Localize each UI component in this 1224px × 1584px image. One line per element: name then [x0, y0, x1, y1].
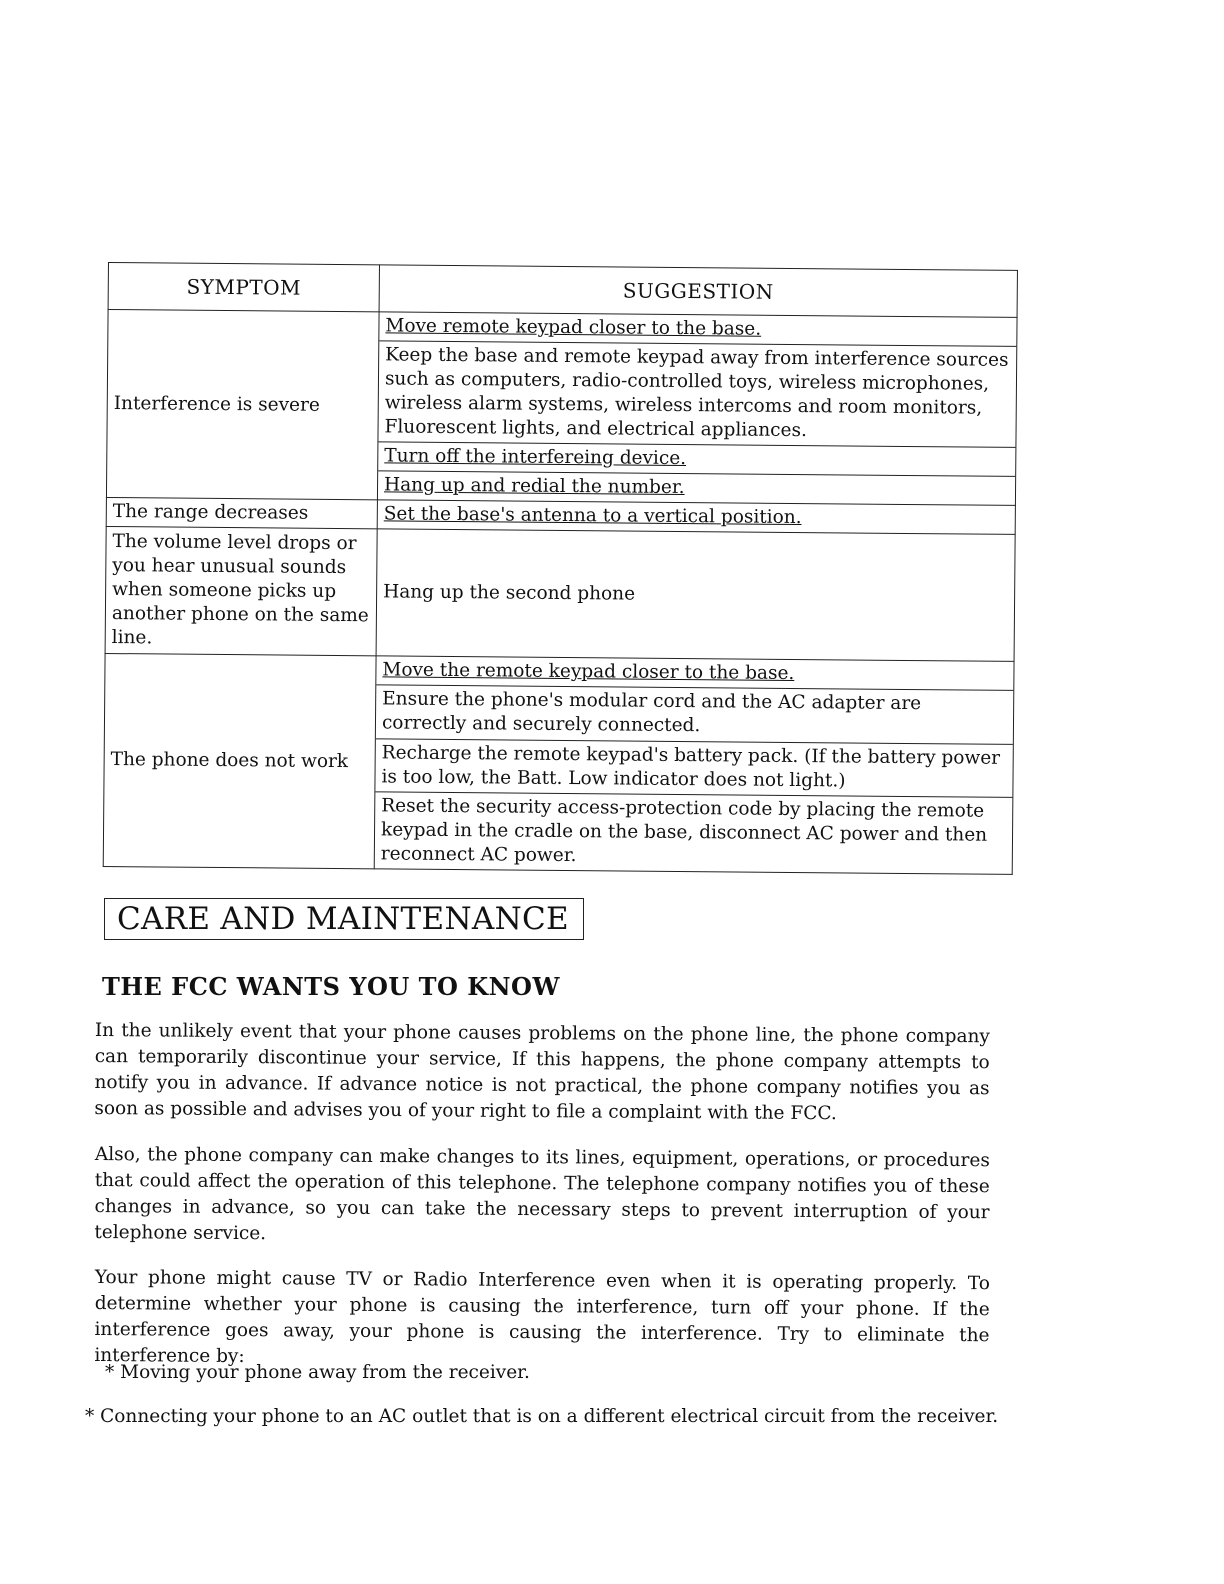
suggestion-item: Ensure the phone's modular cord and the AC adapter are correctly and securely connected.	[376, 686, 1013, 745]
bullet-item: * Connecting your phone to an AC outlet that is on a different electrical circuit from the receiver.	[85, 1406, 999, 1427]
suggestion-item: Recharge the remote keypad's battery pack. (If the battery power is too low, the Batt. Low indicator does not light.)	[375, 739, 1012, 798]
table-row	[105, 527, 1015, 662]
symptom-header: SYMPTOM	[108, 263, 379, 312]
suggestion-item: Hang up the second phone	[383, 581, 636, 605]
suggestion-item: Move remote keypad closer to the base.	[379, 312, 1016, 347]
paragraph: Your phone might cause TV or Radio Interference even when it is operating properly. To determine whether your phone is causing the interference, turn off your phone. If the interference goes away, your phone is causing the interference. Try to eliminate the interference by:	[94, 1267, 990, 1368]
table-row	[106, 310, 1017, 506]
suggestion-item: Keep the base and remote keypad away from interference sources such as computers, radio-controlled toys, wireless microphones, wireless alarm systems, wireless intercoms and room monitors, Fluorescent lights, and electrical appliances.	[378, 341, 1016, 448]
bullet-item: * Moving your phone away from the receiver.	[105, 1362, 530, 1383]
symptom-cell: The phone does not work	[103, 654, 376, 869]
troubleshooting-table	[103, 262, 1018, 875]
suggestion-cell	[374, 656, 1014, 874]
symptom-cell: The volume level drops or you hear unusual sounds when someone picks up another phone on the same line.	[105, 527, 377, 656]
suggestion-item: Hang up and redial the number.	[383, 474, 685, 499]
symptom-cell: Interference is severe	[106, 310, 379, 501]
paragraph: Also, the phone company can make changes to its lines, equipment, operations, or procedures that could affect the operation of this telephone. The telephone company notifies you of these changes in advance, so you can take the necessary steps to prevent interruption of your telephone service.	[94, 1144, 990, 1245]
table-row	[103, 654, 1014, 874]
suggestion-item: Set the base's antenna to a vertical position.	[383, 503, 802, 529]
fcc-heading: THE FCC WANTS YOU TO KNOW	[102, 972, 560, 1001]
symptom-cell: The range decreases	[106, 498, 377, 529]
suggestion-item: Turn off the interfereing device.	[378, 443, 1015, 478]
table-header-row	[108, 263, 1017, 318]
care-maintenance-heading: CARE AND MAINTENANCE	[104, 898, 584, 940]
suggestion-cell	[377, 312, 1017, 506]
paragraph: In the unlikely event that your phone causes problems on the phone line, the phone company can temporarily discontinue your service, If this happens, the phone company attempts to notify you in advance. If advance notice is not practical, the phone company notifies you as soon as possible and advises you of your right to file a complaint with the FCC.	[94, 1019, 990, 1125]
suggestion-cell	[376, 529, 1015, 662]
suggestion-header: SUGGESTION	[379, 265, 1017, 318]
suggestion-item: Move the remote keypad closer to the base.	[376, 657, 1013, 692]
suggestion-item: Reset the security access-protection code by placing the remote keypad in the cradle on the base, disconnect AC power and then reconnect AC power.	[380, 795, 988, 866]
